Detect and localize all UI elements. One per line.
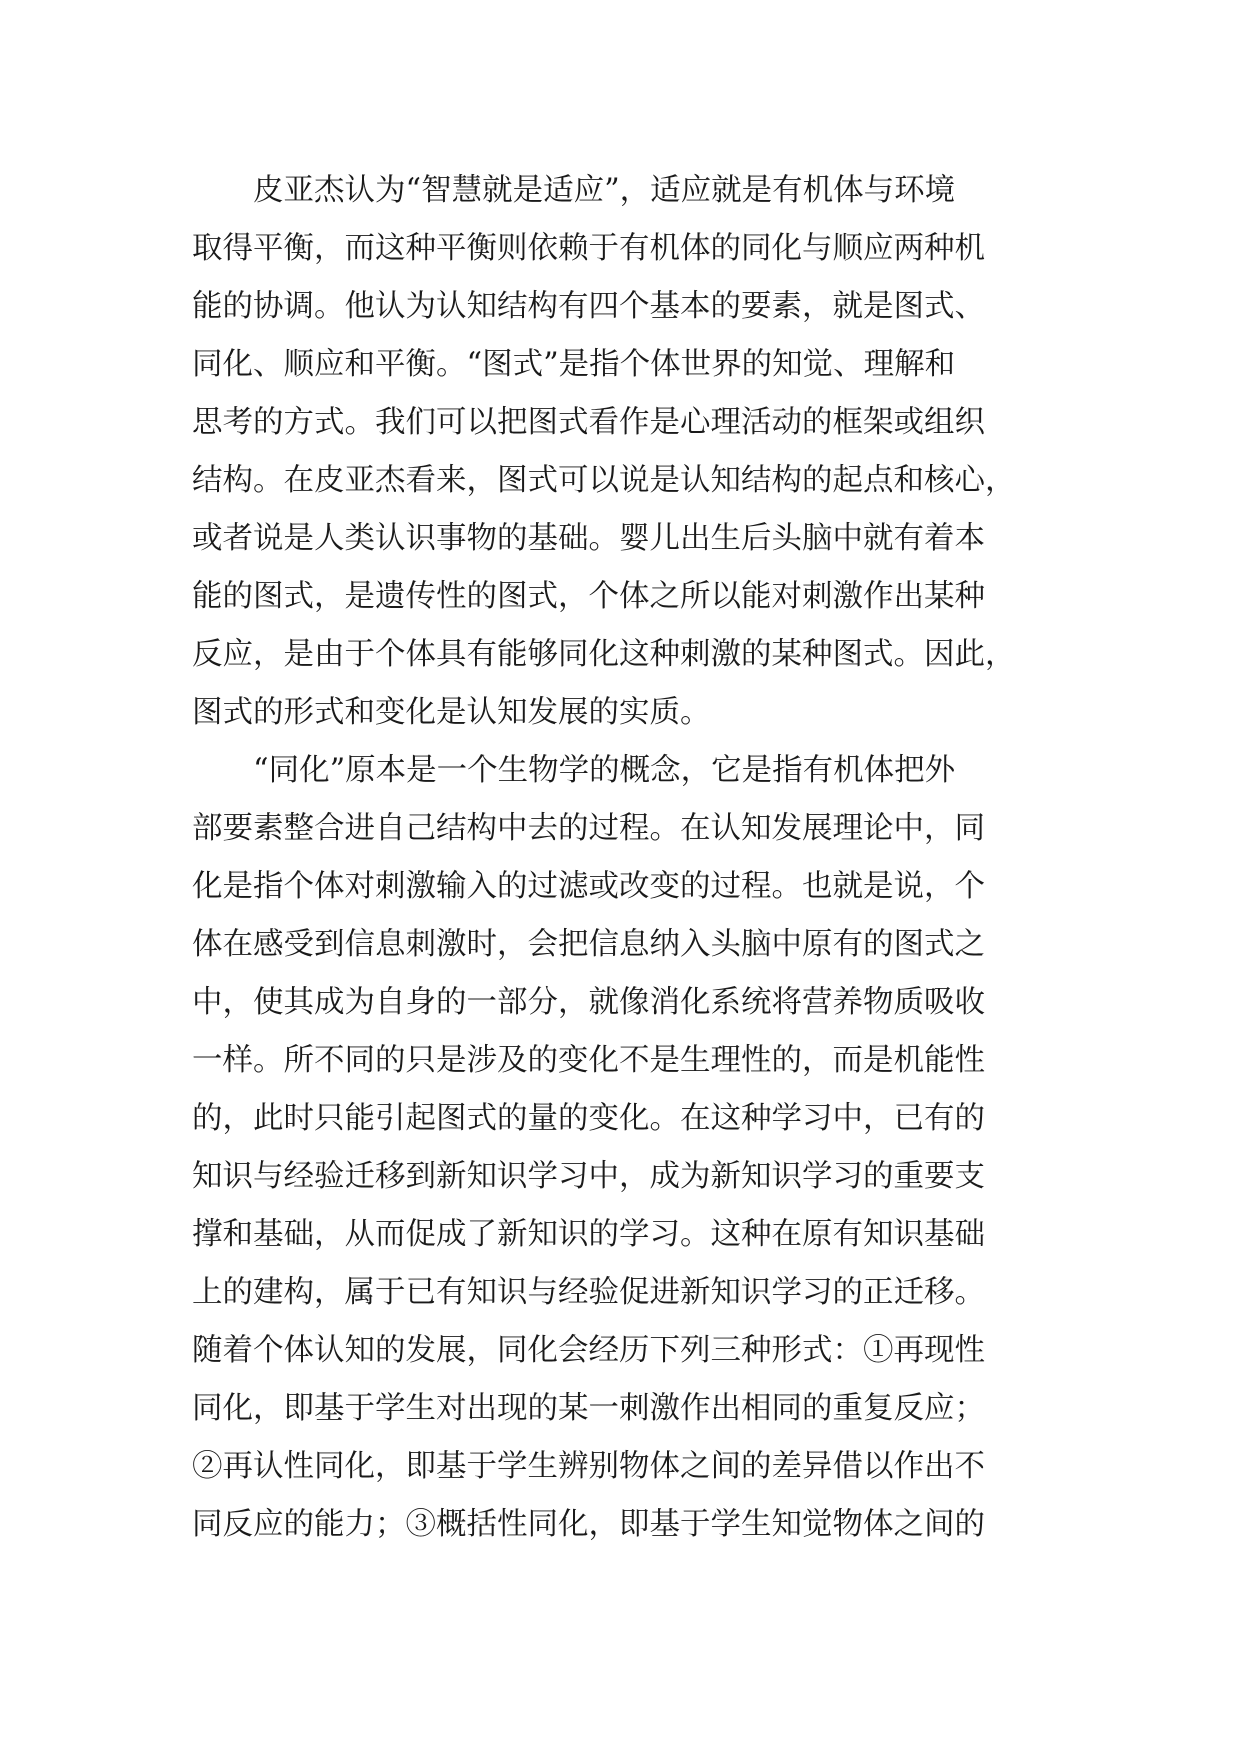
- text-line: 结构。在皮亚杰看来，图式可以说是认知结构的起点和核心，: [192, 463, 1016, 498]
- text-line: 一样。所不同的只是涉及的变化不是生理性的，而是机能性: [192, 1043, 985, 1078]
- text-line: 或者说是人类认识事物的基础。婴儿出生后头脑中就有着本: [192, 521, 985, 556]
- text-line: 图式的形式和变化是认知发展的实质。: [192, 695, 711, 730]
- text-line: 同反应的能力；③概括性同化，即基于学生知觉物体之间的: [192, 1507, 985, 1542]
- text-line: 思考的方式。我们可以把图式看作是心理活动的框架或组织: [192, 405, 985, 440]
- text-line: 能的协调。他认为认知结构有四个基本的要素，就是图式、: [192, 289, 985, 324]
- text-line: 能的图式，是遗传性的图式，个体之所以能对刺激作出某种: [192, 579, 985, 614]
- text-line: 撑和基础，从而促成了新知识的学习。这种在原有知识基础: [192, 1217, 985, 1252]
- text-line: 的，此时只能引起图式的量的变化。在这种学习中，已有的: [192, 1101, 985, 1136]
- text-line: ②再认性同化，即基于学生辨别物体之间的差异借以作出不: [192, 1449, 985, 1484]
- text-line: 随着个体认知的发展，同化会经历下列三种形式：①再现性: [192, 1333, 985, 1368]
- text-line: 反应，是由于个体具有能够同化这种刺激的某种图式。因此，: [192, 637, 1016, 672]
- text-line: 取得平衡，而这种平衡则依赖于有机体的同化与顺应两种机: [192, 231, 985, 266]
- text-line: 中，使其成为自身的一部分，就像消化系统将营养物质吸收: [192, 985, 985, 1020]
- body-text: [192, 162, 1072, 1554]
- text-line: 皮亚杰认为“智慧就是适应”，适应就是有机体与环境: [192, 173, 956, 208]
- text-line: 同化、顺应和平衡。“图式”是指个体世界的知觉、理解和: [192, 347, 956, 382]
- text-line: 部要素整合进自己结构中去的过程。在认知发展理论中，同: [192, 811, 985, 846]
- text-line: 同化，即基于学生对出现的某一刺激作出相同的重复反应；: [192, 1391, 985, 1426]
- text-line: 知识与经验迁移到新知识学习中，成为新知识学习的重要支: [192, 1159, 985, 1194]
- text-line: 化是指个体对刺激输入的过滤或改变的过程。也就是说，个: [192, 869, 985, 904]
- text-line: 体在感受到信息刺激时，会把信息纳入头脑中原有的图式之: [192, 927, 985, 962]
- text-line: 上的建构，属于已有知识与经验促进新知识学习的正迁移。: [192, 1275, 985, 1310]
- text-line: “同化”原本是一个生物学的概念，它是指有机体把外: [192, 753, 956, 788]
